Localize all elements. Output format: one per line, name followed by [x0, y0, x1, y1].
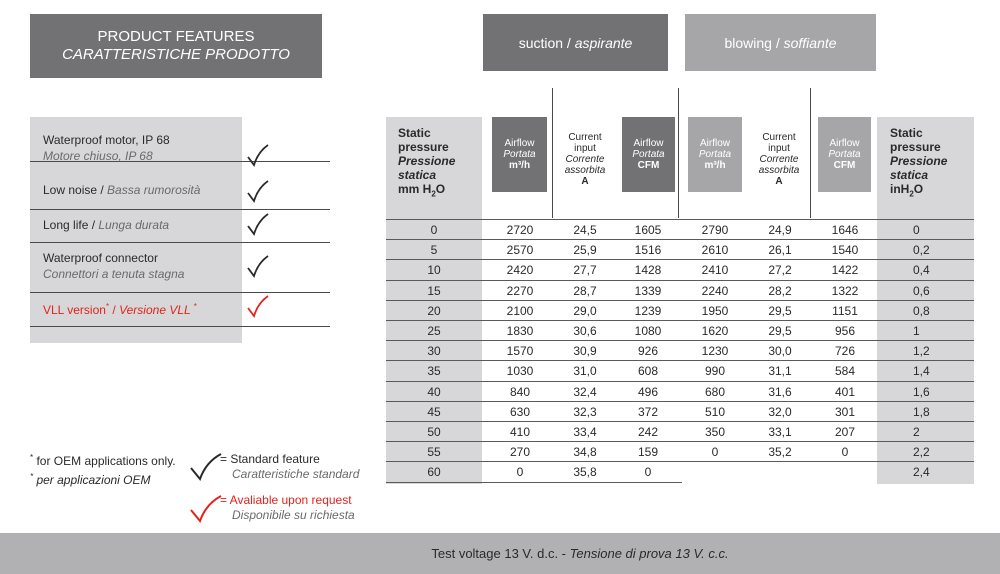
table-cell: 1080 — [634, 324, 662, 338]
table-cell: 0 — [711, 445, 719, 460]
header-unit: CFM — [833, 160, 856, 171]
table-cell: 496 — [637, 384, 659, 399]
feature-item-waterproof-motor — [43, 132, 170, 164]
table-cell: 680 — [704, 384, 726, 399]
table-cell: 31,0 — [573, 364, 597, 379]
table-cell: 29,0 — [573, 303, 597, 318]
table-row-divider — [386, 280, 974, 281]
footnote-star: * — [105, 302, 110, 311]
table-cell: 30 — [427, 344, 441, 359]
table-cell: 2270 — [506, 283, 534, 298]
suction-current-header — [558, 126, 612, 192]
table-cell: 10 — [427, 263, 441, 278]
table-cell: 159 — [637, 445, 659, 460]
table-cell: 33,1 — [768, 425, 792, 439]
feature-label-en: Long life / — [43, 218, 99, 232]
subscript: 2 — [909, 189, 914, 199]
table-cell: 242 — [637, 425, 659, 439]
table-cell: 1516 — [634, 243, 662, 258]
table-cell: 1,4 — [913, 364, 930, 379]
header-unit: A — [775, 175, 783, 187]
feature-label-en: Waterproof motor, IP 68 — [43, 133, 170, 147]
table-cell: 1030 — [506, 364, 534, 379]
table-cell: 27,7 — [573, 263, 597, 278]
check-icon — [246, 144, 270, 168]
static-pressure-in-header — [890, 126, 947, 201]
header-line: Airflow — [633, 138, 664, 149]
table-row-divider — [386, 441, 974, 442]
table-row-divider — [386, 381, 974, 382]
header-line: Portata — [503, 149, 536, 160]
table-cell: 1570 — [506, 344, 534, 359]
feature-label-it: Motore chiuso, IP 68 — [43, 149, 153, 163]
table-cell: 35 — [427, 364, 441, 379]
table-cell: 25 — [427, 324, 441, 338]
header-line: O — [913, 182, 924, 196]
table-cell: 30,0 — [768, 344, 792, 359]
table-cell: 32,4 — [573, 384, 597, 399]
table-cell: 1540 — [831, 243, 859, 258]
table-cell: 1339 — [634, 283, 662, 298]
table-cell: 29,5 — [768, 324, 792, 338]
table-cell: 840 — [509, 384, 531, 399]
table-cell: 2410 — [701, 263, 729, 278]
table-cell — [817, 462, 873, 482]
header-line: Current — [568, 131, 602, 143]
table-cell: 33,4 — [573, 425, 597, 439]
table-cell: 32,3 — [573, 404, 597, 419]
header-line: pressure — [398, 140, 449, 154]
table-cell: 2240 — [701, 283, 729, 298]
feature-divider — [30, 291, 330, 293]
blowing-airflow-header — [688, 117, 742, 192]
table-cell: 584 — [834, 364, 856, 379]
table-cell: 2420 — [506, 263, 534, 278]
suction-airflow-header — [492, 117, 547, 192]
request-feature-legend — [220, 493, 355, 523]
footnote-star: * — [30, 453, 34, 462]
table-cell: 20 — [427, 303, 441, 318]
header-line: O — [435, 182, 446, 196]
table-cell: 630 — [509, 404, 531, 419]
table-cell: 270 — [509, 445, 531, 460]
oem-note-it: per applicazioni OEM — [33, 473, 151, 487]
table-cell: 2570 — [506, 243, 534, 258]
table-cell: 28,2 — [768, 283, 792, 298]
table-cell: 1,6 — [913, 384, 930, 399]
table-cell: 5 — [430, 243, 438, 258]
table-row-divider — [386, 239, 974, 240]
footnote-star: * — [30, 472, 34, 481]
blowing-label-en: blowing / — [724, 34, 780, 51]
header-line: Portata — [632, 149, 665, 160]
static-pressure-mm-header — [398, 126, 455, 201]
table-cell: 0 — [644, 465, 652, 480]
check-icon — [246, 213, 270, 237]
red-check-icon — [188, 494, 224, 524]
table-cell: 2,4 — [913, 465, 930, 480]
header-line: Pressione — [398, 154, 456, 168]
footnote-star: * — [193, 302, 197, 311]
oem-note-en: for OEM applications only. — [33, 454, 176, 468]
table-cell: 1646 — [831, 223, 859, 237]
header-line: Airflow — [504, 138, 535, 149]
table-cell: 2,2 — [913, 445, 930, 460]
header-line: assorbita — [758, 164, 800, 176]
feature-divider — [30, 208, 330, 210]
feature-item-waterproof-connector — [43, 250, 184, 282]
feature-divider — [30, 241, 330, 243]
blowing-cfm-header — [818, 117, 871, 192]
table-cell: 1239 — [634, 303, 662, 318]
table-cell: 1 — [913, 324, 920, 338]
feature-label-it: Versione VLL — [119, 303, 194, 317]
standard-feature-legend — [220, 452, 359, 482]
table-cell: 31,1 — [768, 364, 792, 379]
table-cell: 1230 — [701, 344, 729, 359]
oem-note — [30, 450, 176, 488]
table-cell: 0,4 — [913, 263, 930, 278]
table-cell: 34,8 — [573, 445, 597, 460]
feature-divider — [30, 325, 330, 327]
header-line: input — [574, 142, 596, 154]
header-line: Static — [398, 126, 431, 140]
suction-cfm-header — [622, 117, 675, 192]
feature-label-it: Bassa rumorosità — [107, 183, 201, 197]
table-cell: 27,2 — [768, 263, 792, 278]
subscript: 2 — [431, 189, 436, 199]
column-divider — [552, 88, 553, 218]
table-cell: 2 — [913, 425, 920, 439]
table-cell: 1151 — [832, 303, 858, 318]
table-cell: 29,5 — [768, 303, 792, 318]
table-cell: 1428 — [634, 263, 662, 278]
table-cell: 1422 — [831, 263, 859, 278]
table-cell: 31,6 — [768, 384, 792, 399]
check-icon — [188, 452, 224, 482]
feature-item-long-life — [43, 217, 169, 233]
feature-label-en: VLL version — [43, 303, 106, 317]
table-cell: 35,2 — [768, 445, 792, 460]
table-cell — [752, 462, 808, 482]
table-cell: 2100 — [506, 303, 534, 318]
feature-item-low-noise — [43, 182, 200, 198]
check-icon — [246, 255, 270, 279]
feature-item-vll-version — [43, 299, 197, 318]
table-cell: 350 — [704, 425, 726, 439]
table-row-divider — [386, 259, 974, 260]
table-cell: 1605 — [634, 223, 662, 237]
table-cell: 726 — [834, 344, 856, 359]
blowing-label-it: soffiante — [783, 34, 837, 51]
header-line: pressure — [890, 140, 941, 154]
table-cell: 926 — [637, 344, 659, 359]
header-line: inH — [890, 182, 910, 196]
table-cell: 30,6 — [573, 324, 597, 338]
table-cell: 510 — [704, 404, 726, 419]
suction-label-en: suction / — [518, 34, 571, 51]
table-cell: 2610 — [701, 243, 729, 258]
table-cell: 608 — [637, 364, 659, 379]
table-cell: 1,8 — [913, 404, 930, 419]
table-cell: 1322 — [831, 283, 859, 298]
header-line: input — [768, 142, 790, 154]
table-row-divider — [386, 300, 974, 301]
table-cell: 990 — [704, 364, 726, 379]
table-row-divider — [386, 401, 974, 402]
header-line: Corrente — [759, 153, 799, 165]
header-unit: A — [581, 175, 589, 187]
table-cell: 2720 — [506, 223, 534, 237]
column-divider — [678, 88, 679, 218]
column-divider — [810, 88, 811, 218]
suction-mode-header — [483, 14, 668, 71]
table-cell: 30,9 — [573, 344, 597, 359]
header-line: Portata — [698, 149, 732, 160]
check-icon — [246, 180, 270, 204]
table-cell: 50 — [427, 425, 441, 439]
header-line: statica — [398, 168, 437, 182]
header-line: mm H — [398, 182, 432, 196]
header-line: Corrente — [565, 153, 605, 165]
header-unit: CFM — [637, 160, 660, 171]
table-cell: 1620 — [701, 324, 729, 338]
table-cell: 35,8 — [573, 465, 597, 480]
table-cell: 410 — [509, 425, 531, 439]
table-row-divider — [386, 320, 974, 321]
features-title-en: PRODUCT FEATURES — [97, 28, 255, 45]
legend-standard-en: = Standard feature — [220, 452, 320, 466]
table-row-divider — [386, 421, 974, 422]
table-cell: 0,2 — [913, 243, 930, 258]
features-title-it: CARATTERISTICHE PRODOTTO — [62, 46, 290, 63]
footer-test-voltage — [0, 533, 1000, 574]
features-header — [30, 14, 322, 78]
suction-label-it: aspirante — [574, 34, 633, 51]
table-cell: 207 — [834, 425, 856, 439]
table-cell: 401 — [834, 384, 856, 399]
table-cell: 0 — [841, 445, 849, 460]
feature-label-en: Low noise / — [43, 183, 108, 197]
footer-text-en: Test voltage 13 V. d.c. - — [431, 546, 567, 561]
table-cell: 40 — [427, 384, 441, 399]
table-cell: 0 — [430, 223, 438, 237]
table-cell: 1830 — [506, 324, 534, 338]
table-cell — [687, 462, 743, 482]
table-cell: 372 — [637, 404, 659, 419]
legend-request-it: Disponibile su richiesta — [232, 508, 355, 522]
legend-request-en: = Avaliable upon request — [220, 493, 352, 507]
table-cell: 55 — [427, 445, 441, 460]
blowing-mode-header — [685, 14, 876, 71]
feature-label-it: Connettori a tenuta stagna — [43, 267, 185, 281]
header-line: statica — [890, 168, 929, 182]
table-row-divider — [386, 482, 682, 483]
separator: / — [109, 303, 120, 317]
header-line: Airflow — [699, 138, 730, 149]
header-line: Airflow — [829, 138, 860, 149]
header-line: Portata — [828, 149, 861, 160]
table-cell: 0,6 — [913, 283, 930, 298]
table-cell: 1,2 — [913, 344, 930, 359]
table-cell: 0 — [913, 223, 920, 237]
header-unit: m³/h — [508, 160, 531, 171]
table-row-divider — [386, 340, 974, 341]
table-cell: 15 — [427, 283, 441, 298]
table-cell: 25,9 — [573, 243, 597, 258]
table-cell: 45 — [427, 404, 441, 419]
table-cell: 26,1 — [768, 243, 792, 258]
header-line: Current — [762, 131, 796, 143]
table-cell: 24,5 — [573, 223, 597, 237]
table-row-divider — [386, 219, 974, 220]
table-row-divider — [386, 461, 974, 462]
table-cell: 60 — [427, 465, 441, 480]
table-row-divider — [386, 360, 974, 361]
header-unit: m³/h — [704, 160, 726, 171]
table-cell: 956 — [834, 324, 856, 338]
table-cell: 1950 — [701, 303, 729, 318]
table-cell: 301 — [834, 404, 856, 419]
table-cell: 24,9 — [768, 223, 792, 237]
feature-label-it: Lunga durata — [98, 218, 170, 232]
header-line: Static — [890, 126, 923, 140]
table-cell: 2790 — [701, 223, 729, 237]
blowing-current-header — [752, 126, 806, 192]
table-cell: 28,7 — [573, 283, 597, 298]
header-line: Pressione — [890, 154, 948, 168]
table-cell: 0 — [516, 465, 524, 480]
table-cell: 0,8 — [913, 303, 930, 318]
table-cell: 32,0 — [768, 404, 792, 419]
feature-label-en: Waterproof connector — [43, 251, 158, 265]
header-line: assorbita — [564, 164, 606, 176]
red-check-icon — [246, 295, 270, 319]
footer-text-it: Tensione di prova 13 V. c.c. — [569, 546, 729, 561]
legend-standard-it: Caratteristiche standard — [232, 467, 360, 481]
